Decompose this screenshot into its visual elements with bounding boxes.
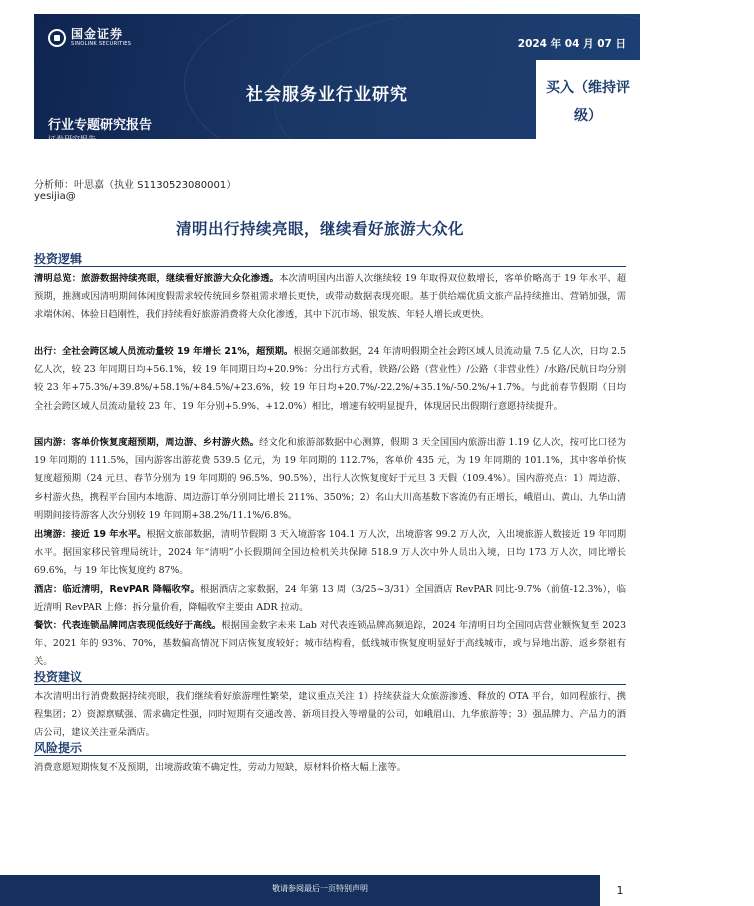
page-number: 1 — [600, 875, 640, 906]
paragraph-overview — [34, 270, 626, 325]
paragraph-lead: 出行：全社会跨区域人员流动量较 19 年增长 21%，超预期。 — [34, 346, 294, 357]
logo-en: SINOLINK SECURITIES — [71, 41, 132, 47]
logo-cn: 国金证券 — [71, 27, 124, 41]
analyst-email: yesijia@ — [34, 191, 76, 202]
paragraph-lead: 国内游：客单价恢复度超预期，周边游、乡村游火热。 — [34, 437, 260, 448]
industry-title: 社会服务业行业研究 — [246, 85, 408, 105]
section-heading-advice: 投资建议 — [34, 670, 83, 684]
section-divider — [34, 684, 626, 685]
paragraph-risk: 消费意愿短期恢复不及预期，出境游政策不确定性，劳动力短缺，原材料价格大幅上涨等。 — [34, 762, 406, 773]
main-title: 清明出行持续亮眼，继续看好旅游大众化 — [175, 220, 464, 238]
logo-mark-icon — [48, 29, 66, 47]
paragraph-advice: 本次清明出行消费数据持续亮眼，我们继续看好旅游理性繁荣，建议重点关注 1）持续获益大众旅游渗透、释放的 OTA 平台，如同程旅行、携程集团；2）资源禀赋强、需求确定性强，同时短期有交通改善、新项目投入等增量的公司，如峨眉山、九华旅游等；3）强品牌力、产品力的酒店公司，建议关注亚朵酒店。 — [34, 691, 626, 739]
company-logo — [48, 28, 131, 48]
paragraph-text: 根据酒店之家数据，24 年第 13 周（3/25~3/31）全国酒店 RevPAR 同比-9.7%（前值-12.3%），临近清明 RevPAR 上修：拆分量价看，降幅收窄主要由 ADR 拉动。 — [34, 584, 626, 614]
paragraph-lead: 清明总览：旅游数据持续亮眼，继续看好旅游大众化渗透。 — [34, 273, 280, 284]
paragraph-lead: 酒店：临近清明，RevPAR 降幅收窄。 — [34, 584, 200, 595]
page-footer — [0, 875, 640, 906]
report-subtype: 证券研究报告 — [48, 135, 96, 144]
paragraph-text: 根据交通部数据，24 年清明假期全社会跨区域人员流动量 7.5 亿人次，日均 2.5 亿人次，较 23 年同期日均+56.1%，较 19 年同期日均+20.9%：分出行方式看，铁路/公路（营业性）/公路（非营业性）/水路/民航日均分别较 23 年+75.3%/+39.8%/+58.1%/+84.5%/+23.6%，较 19 年日均+20.7%/-22.2%/+35.1%/-50.2%/+1.7%。与此前春节假期（日均全社会跨区域人员流动量较 23 年、19 年分别+5.9%、+12.0%）相比，增速有较明显提升，体现居民出假期行意愿持续提升。 — [34, 346, 626, 412]
paragraph-domestic — [34, 434, 626, 525]
section-divider — [34, 755, 626, 756]
paragraph-lead: 出境游：接近 19 年水平。 — [34, 529, 147, 540]
section-heading-logic: 投资逻辑 — [34, 252, 83, 266]
rating-line: 级） — [574, 108, 602, 124]
paragraph-lead: 餐饮：代表连锁品牌同店表现低线好于高线。 — [34, 620, 222, 631]
paragraph-travel — [34, 343, 626, 416]
paragraph-text: 根据文旅部数据，清明节假期 3 天入境游客 104.1 万人次，出境游客 99.2 万人次，入出境旅游人数接近 19 年同期水平。据国家移民管理局统计，2024 年“清明”小长假期间全国边检机关共保障 518.9 万人次中外人员出入境，日均 173 万人次，同比增长 69.6%，与 19 年比恢复度约 87%。 — [34, 529, 626, 577]
paragraph-hotel — [34, 581, 626, 617]
footer-disclaimer: 敬请参阅最后一页特别声明 — [272, 884, 368, 893]
section-heading-risk: 风险提示 — [34, 741, 83, 755]
report-type: 行业专题研究报告 — [48, 118, 153, 133]
rating — [536, 74, 640, 130]
rating-line: 买入（维持评 — [546, 80, 630, 96]
paragraph-outbound — [34, 526, 626, 581]
paragraph-text: 根据国金数字未来 Lab 对代表连锁品牌高频追踪，2024 年清明日均全国同店营业额恢复至 2023 年、2021 年的 93%、70%，基数偏高情况下同店恢复度较好；城市结构看，低线城市恢复度明显好于高线城市，或与异地出游、返乡祭祖有关。 — [34, 620, 626, 668]
section-divider — [34, 266, 626, 267]
analyst-info: 分析师：叶思嘉（执业 S1130523080001） — [34, 180, 237, 191]
paragraph-text: 经文化和旅游部数据中心测算，假期 3 天全国国内旅游出游 1.19 亿人次，按可比口径为 19 年同期的 111.5%，国内游客出游花费 539.5 亿元，为 19 年同期的 112.7%，客单价 435 元，为 19 年同期的 101.1%，其中客单价恢复度超预期（24 元旦、春节分别为 19 年同期的 96.5%、90.5%），出行人次恢复度好于元旦 3 天假（109.4%）。国内游亮点：1）周边游、乡村游火热，携程平台国内本地游、周边游订单分别同比增长 211%、350%；2）名山大川高基数下客流仍有正增长，峨眉山、黄山、九华山清明期间接待游客人次分别较 19 年同期+38.2%/11.1%/6.8%。 — [34, 437, 626, 521]
report-date: 2024 年 04 月 07 日 — [517, 38, 626, 50]
paragraph-dining — [34, 617, 626, 672]
paragraph-text: 本次清明国内出游人次继续较 19 年取得双位数增长，客单价略高于 19 年水平、超预期，推测或因清明期间体闲度假需求较传统回乡祭祖需求增长更快，或带动数据表现亮眼。基于供给端优质文旅产品持续推出、营销加强，需求端休闲、体验日趋刚性，我们持续看好旅游消费将大众化渗透，其中下沉市场、银发族、年轻人增长或更快。 — [34, 273, 626, 321]
